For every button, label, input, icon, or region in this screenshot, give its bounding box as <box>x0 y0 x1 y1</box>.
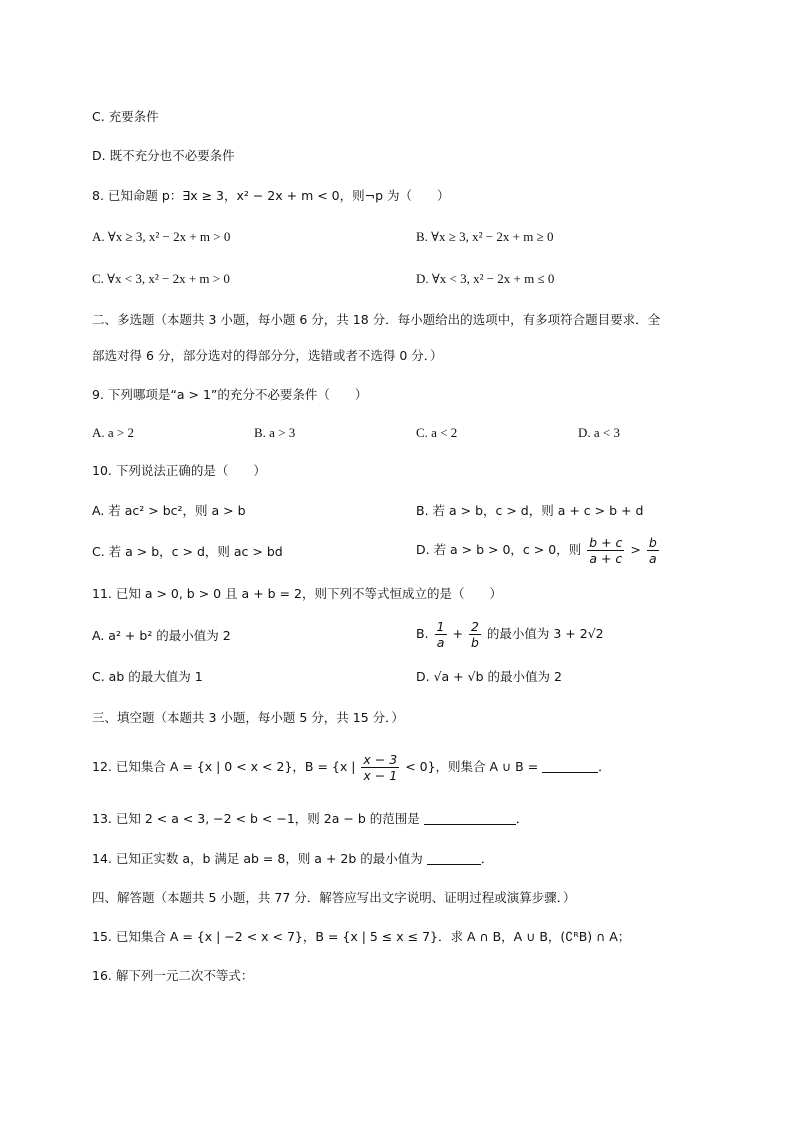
q14 <box>92 850 493 868</box>
answer-blank[interactable] <box>424 824 516 825</box>
q8-stem: 8. 已知命题 p：∃x ≥ 3，x² − 2x + m < 0，则¬p 为（ ） <box>92 188 450 203</box>
plus-sign: + <box>452 626 463 641</box>
q13 <box>92 810 528 828</box>
q11-option-b <box>416 616 604 652</box>
q8-option-b: B. ∀x ≥ 3, x² − 2x + m ≥ 0 <box>416 229 554 244</box>
option-text: 的最小值为 3 + 2√2 <box>486 626 604 641</box>
q14-text: 14. 已知正实数 a，b 满足 ab = 8，则 a + 2b 的最小值为 <box>92 851 423 866</box>
q12 <box>92 748 611 786</box>
section-2-heading-cont: 部选对得 6 分，部分选对的得部分分，选错或者不选得 0 分．） <box>92 348 443 363</box>
answer-blank[interactable] <box>427 864 481 865</box>
q7-option-d: D. 既不充分也不必要条件 <box>92 148 235 163</box>
q10-option-d-text: D. 若 a > b > 0，c > 0，则 <box>416 542 582 557</box>
q10-option-d <box>416 533 661 567</box>
period: ． <box>515 811 529 826</box>
fraction: $\frac{b}{a}$ <box>648 535 657 566</box>
fraction: $\frac{1}{a}$ <box>436 619 445 650</box>
section-2-heading: 二、多选题（本题共 3 小题，每小题 6 分，共 18 分．每小题给出的选项中，有多项符合题目要求．全 <box>92 312 661 327</box>
fraction: $\frac{b + c}{a + c}$ <box>589 535 623 566</box>
q9-stem: 9. 下列哪项是“a > 1”的充分不必要条件（ ） <box>92 387 368 402</box>
q15: 15. 已知集合 A = {x | −2 < x < 7}，B = {x | 5 ≤ x ≤ 7}．求 A ∩ B，A ∪ B，(∁ᴿB) ∩ A； <box>92 929 631 944</box>
fraction: $\frac{2}{b}$ <box>470 619 479 650</box>
option-label: B. <box>416 626 429 641</box>
q9-option-d: D. a < 3 <box>578 425 620 440</box>
greater-sign: > <box>630 542 641 557</box>
q10-stem: 10. 下列说法正确的是（ ） <box>92 463 266 478</box>
q8-option-d: D. ∀x < 3, x² − 2x + m ≤ 0 <box>416 271 555 286</box>
q11-option-d: D. √a + √b 的最小值为 2 <box>416 669 562 684</box>
q9-option-b: B. a > 3 <box>254 425 296 440</box>
q10-option-a: A. 若 ac² > bc²，则 a > b <box>92 503 246 518</box>
q13-text: 13. 已知 2 < a < 3, −2 < b < −1，则 2a − b 的范围是 <box>92 811 420 826</box>
q8-option-c: C. ∀x < 3, x² − 2x + m > 0 <box>92 271 230 286</box>
period: ． <box>480 851 494 866</box>
q11-option-c: C. ab 的最大值为 1 <box>92 669 203 684</box>
q9-option-a: A. a > 2 <box>92 425 134 440</box>
fraction: $\frac{x - 3}{x - 1}$ <box>363 752 398 783</box>
answer-blank[interactable] <box>542 772 598 773</box>
q8-option-a: A. ∀x ≥ 3, x² − 2x + m > 0 <box>92 229 231 244</box>
q10-option-b: B. 若 a > b，c > d，则 a + c > b + d <box>416 503 644 518</box>
q11-option-a: A. a² + b² 的最小值为 2 <box>92 628 231 643</box>
q10-option-c: C. 若 a > b，c > d，则 ac > bd <box>92 544 283 559</box>
q7-option-c: C. 充要条件 <box>92 109 159 124</box>
section-4-heading: 四、解答题（本题共 5 小题，共 77 分．解答应写出文字说明、证明过程或演算步骤．） <box>92 890 576 905</box>
q12-text: 12. 已知集合 A = {x | 0 < x < 2}，B = {x | <box>92 759 356 774</box>
q16: 16. 解下列一元二次不等式： <box>92 968 254 983</box>
q12-text-cont: < 0}，则集合 A ∪ B = <box>405 759 539 774</box>
section-3-heading: 三、填空题（本题共 3 小题，每小题 5 分，共 15 分．） <box>92 710 404 725</box>
q9-option-c: C. a < 2 <box>416 425 458 440</box>
q11-stem: 11. 已知 a > 0, b > 0 且 a + b = 2，则下列不等式恒成立的是（ ） <box>92 586 502 601</box>
period: ． <box>598 759 611 774</box>
